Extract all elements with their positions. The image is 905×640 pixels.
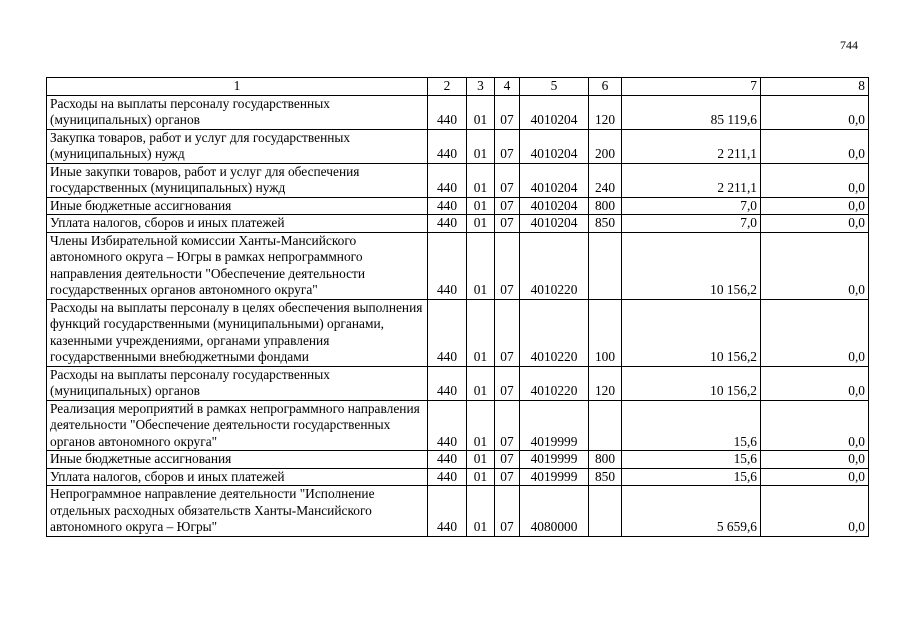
amount-cell: 5 659,6 <box>622 486 761 537</box>
admin-code-cell: 440 <box>428 468 467 486</box>
admin-code-cell: 440 <box>428 232 467 299</box>
header-cell: 4 <box>495 78 520 96</box>
target-article-cell: 4010204 <box>520 197 589 215</box>
expense-type-cell: 100 <box>589 299 622 366</box>
header-cell: 8 <box>761 78 869 96</box>
amount-cell: 10 156,2 <box>622 232 761 299</box>
expense-type-cell: 800 <box>589 197 622 215</box>
amount-extra-cell: 0,0 <box>761 197 869 215</box>
amount-extra-cell: 0,0 <box>761 486 869 537</box>
subsection-cell: 07 <box>495 486 520 537</box>
target-article-cell: 4080000 <box>520 486 589 537</box>
amount-extra-cell: 0,0 <box>761 232 869 299</box>
amount-cell: 2 211,1 <box>622 163 761 197</box>
target-article-cell: 4010204 <box>520 95 589 129</box>
table-row <box>47 163 869 197</box>
expense-type-cell: 240 <box>589 163 622 197</box>
amount-cell: 85 119,6 <box>622 95 761 129</box>
section-cell: 01 <box>467 366 495 400</box>
target-article-cell: 4010204 <box>520 129 589 163</box>
expense-type-cell: 850 <box>589 215 622 233</box>
amount-extra-cell: 0,0 <box>761 215 869 233</box>
subsection-cell: 07 <box>495 400 520 451</box>
description-cell: Расходы на выплаты персоналу государственных (муниципальных) органов <box>47 366 428 400</box>
table-row <box>47 400 869 451</box>
section-cell: 01 <box>467 197 495 215</box>
section-cell: 01 <box>467 95 495 129</box>
target-article-cell: 4010204 <box>520 215 589 233</box>
expense-type-cell <box>589 232 622 299</box>
subsection-cell: 07 <box>495 366 520 400</box>
section-cell: 01 <box>467 299 495 366</box>
description-cell: Расходы на выплаты персоналу государственных (муниципальных) органов <box>47 95 428 129</box>
description-cell: Закупка товаров, работ и услуг для государственных (муниципальных) нужд <box>47 129 428 163</box>
description-cell: Уплата налогов, сборов и иных платежей <box>47 215 428 233</box>
header-cell: 7 <box>622 78 761 96</box>
amount-cell: 10 156,2 <box>622 299 761 366</box>
description-cell: Иные бюджетные ассигнования <box>47 451 428 469</box>
description-cell: Расходы на выплаты персоналу в целях обеспечения выполнения функций государственными (муниципальными) органами, казенными учреждениями, органами управления государственными внебюджетными фондами <box>47 299 428 366</box>
subsection-cell: 07 <box>495 299 520 366</box>
description-cell: Непрограммное направление деятельности "Исполнение отдельных расходных обязательств Ханты-Мансийского автономного округа – Югры" <box>47 486 428 537</box>
admin-code-cell: 440 <box>428 129 467 163</box>
target-article-cell: 4019999 <box>520 451 589 469</box>
admin-code-cell: 440 <box>428 451 467 469</box>
header-cell: 5 <box>520 78 589 96</box>
target-article-cell: 4010204 <box>520 163 589 197</box>
expense-type-cell <box>589 400 622 451</box>
table-row <box>47 95 869 129</box>
header-cell: 2 <box>428 78 467 96</box>
description-cell: Уплата налогов, сборов и иных платежей <box>47 468 428 486</box>
table-row <box>47 366 869 400</box>
subsection-cell: 07 <box>495 129 520 163</box>
amount-extra-cell: 0,0 <box>761 451 869 469</box>
amount-extra-cell: 0,0 <box>761 163 869 197</box>
amount-cell: 15,6 <box>622 400 761 451</box>
header-row <box>47 78 869 96</box>
admin-code-cell: 440 <box>428 95 467 129</box>
subsection-cell: 07 <box>495 215 520 233</box>
subsection-cell: 07 <box>495 232 520 299</box>
table-row <box>47 197 869 215</box>
amount-extra-cell: 0,0 <box>761 400 869 451</box>
header-cell: 1 <box>47 78 428 96</box>
admin-code-cell: 440 <box>428 366 467 400</box>
admin-code-cell: 440 <box>428 486 467 537</box>
table-row <box>47 299 869 366</box>
admin-code-cell: 440 <box>428 215 467 233</box>
amount-extra-cell: 0,0 <box>761 299 869 366</box>
amount-extra-cell: 0,0 <box>761 468 869 486</box>
budget-table <box>46 77 869 537</box>
target-article-cell: 4010220 <box>520 299 589 366</box>
subsection-cell: 07 <box>495 95 520 129</box>
target-article-cell: 4019999 <box>520 468 589 486</box>
table-row <box>47 468 869 486</box>
admin-code-cell: 440 <box>428 163 467 197</box>
amount-cell: 2 211,1 <box>622 129 761 163</box>
section-cell: 01 <box>467 129 495 163</box>
amount-cell: 15,6 <box>622 451 761 469</box>
target-article-cell: 4010220 <box>520 366 589 400</box>
amount-cell: 15,6 <box>622 468 761 486</box>
admin-code-cell: 440 <box>428 197 467 215</box>
header-cell: 6 <box>589 78 622 96</box>
section-cell: 01 <box>467 163 495 197</box>
header-cell: 3 <box>467 78 495 96</box>
section-cell: 01 <box>467 232 495 299</box>
table-row <box>47 486 869 537</box>
table-row <box>47 215 869 233</box>
section-cell: 01 <box>467 468 495 486</box>
admin-code-cell: 440 <box>428 400 467 451</box>
table-row <box>47 129 869 163</box>
description-cell: Реализация мероприятий в рамках непрограммного направления деятельности "Обеспечение деятельности государственных органов автономного округа" <box>47 400 428 451</box>
amount-cell: 7,0 <box>622 215 761 233</box>
amount-cell: 7,0 <box>622 197 761 215</box>
page-number: 744 <box>840 38 858 52</box>
expense-type-cell <box>589 486 622 537</box>
expense-type-cell: 850 <box>589 468 622 486</box>
table-body <box>47 95 869 536</box>
admin-code-cell: 440 <box>428 299 467 366</box>
expense-type-cell: 200 <box>589 129 622 163</box>
amount-extra-cell: 0,0 <box>761 129 869 163</box>
description-cell: Иные закупки товаров, работ и услуг для обеспечения государственных (муниципальных) нужд <box>47 163 428 197</box>
expense-type-cell: 120 <box>589 366 622 400</box>
subsection-cell: 07 <box>495 468 520 486</box>
amount-extra-cell: 0,0 <box>761 95 869 129</box>
target-article-cell: 4019999 <box>520 400 589 451</box>
section-cell: 01 <box>467 215 495 233</box>
section-cell: 01 <box>467 486 495 537</box>
amount-cell: 10 156,2 <box>622 366 761 400</box>
section-cell: 01 <box>467 451 495 469</box>
table-row <box>47 451 869 469</box>
subsection-cell: 07 <box>495 451 520 469</box>
table-row <box>47 232 869 299</box>
amount-extra-cell: 0,0 <box>761 366 869 400</box>
section-cell: 01 <box>467 400 495 451</box>
subsection-cell: 07 <box>495 197 520 215</box>
expense-type-cell: 120 <box>589 95 622 129</box>
target-article-cell: 4010220 <box>520 232 589 299</box>
expense-type-cell: 800 <box>589 451 622 469</box>
subsection-cell: 07 <box>495 163 520 197</box>
description-cell: Иные бюджетные ассигнования <box>47 197 428 215</box>
description-cell: Члены Избирательной комиссии Ханты-Мансийского автономного округа – Югры в рамках непрограммного направления деятельности "Обеспечение деятельности государственных органов автономного округа" <box>47 232 428 299</box>
